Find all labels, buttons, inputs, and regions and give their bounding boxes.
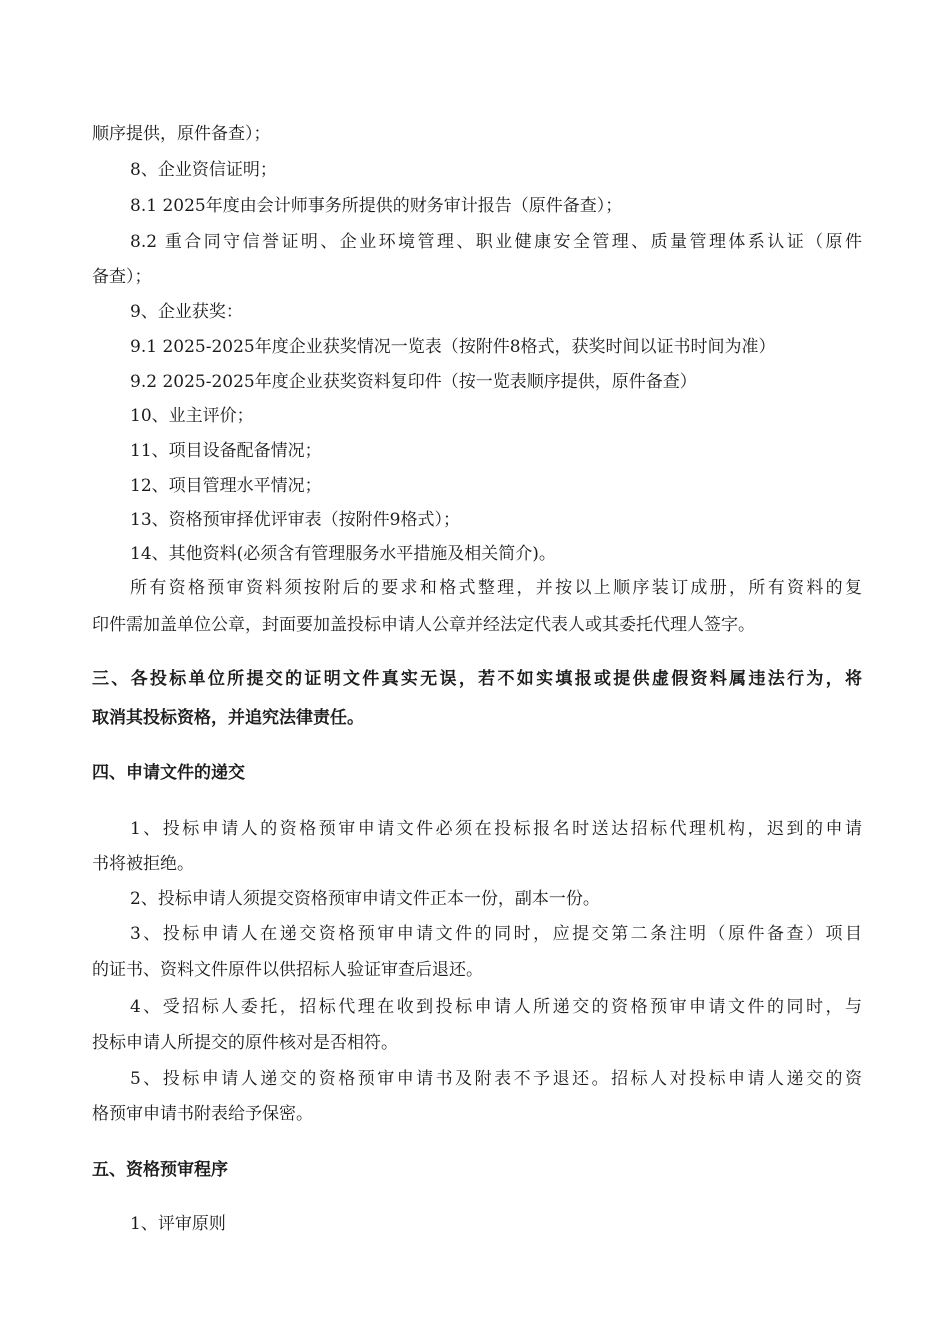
submission-item-1: 1、投标申请人的资格预审申请文件必须在投标报名时送达招标代理机构，迟到的申请 xyxy=(130,819,862,839)
list-item-9-1: 9.1 2025-2025年度企业获奖情况一览表（按附件8格式，获奖时间以证书时间为准） xyxy=(130,337,776,357)
submission-item-4: 4、受招标人委托，招标代理在收到投标申请人所递交的资格预审申请文件的同时，与 xyxy=(130,997,862,1017)
text-line: 备查）； xyxy=(92,267,152,287)
text-line: 投标申请人所提交的原件核对是否相符。 xyxy=(92,1033,398,1053)
list-item-14: 14、其他资料(必须含有管理服务水平措施及相关简介)。 xyxy=(130,544,556,564)
list-item-13: 13、资格预审择优评审表（按附件9格式）； xyxy=(130,510,460,530)
section-heading-3: 三、各投标单位所提交的证明文件真实无误，若不如实填报或提供虚假资料属违法行为，将 xyxy=(92,669,862,689)
submission-item-2: 2、投标申请人须提交资格预审申请文件正本一份，副本一份。 xyxy=(130,889,600,909)
submission-item-3: 3、投标申请人在递交资格预审申请文件的同时，应提交第二条注明（原件备查）项目 xyxy=(130,924,862,944)
text-line: 格预审申请书附表给予保密。 xyxy=(92,1104,313,1124)
text-line: 顺序提供，原件备查）； xyxy=(92,124,271,144)
list-item-9-2: 9.2 2025-2025年度企业获奖资料复印件（按一览表顺序提供，原件备查） xyxy=(130,372,697,392)
list-item-11: 11、项目设备配备情况； xyxy=(130,441,322,461)
submission-item-5: 5、投标申请人递交的资格预审申请书及附表不予退还。招标人对投标申请人递交的资 xyxy=(130,1069,862,1089)
procedure-item-1: 1、评审原则 xyxy=(130,1214,226,1234)
list-item-12: 12、项目管理水平情况； xyxy=(130,476,322,496)
paragraph-line: 所有资格预审资料须按附后的要求和格式整理，并按以上顺序装订成册，所有资料的复 xyxy=(130,578,862,598)
list-item-8-1: 8.1 2025年度由会计师事务所提供的财务审计报告（原件备查）； xyxy=(130,196,623,216)
text-line: 的证书、资料文件原件以供招标人验证审查后退还。 xyxy=(92,960,483,980)
paragraph-line: 印件需加盖单位公章，封面要加盖投标申请人公章并经法定代表人或其委托代理人签字。 xyxy=(92,615,755,635)
list-item-8-2: 8.2 重合同守信誉证明、企业环境管理、职业健康安全管理、质量管理体系认证（原件 xyxy=(130,232,862,252)
section-heading-5: 五、资格预审程序 xyxy=(92,1160,228,1180)
list-item-9: 9、企业获奖： xyxy=(130,302,243,322)
list-item-8: 8、企业资信证明； xyxy=(130,160,277,180)
text-line: 书将被拒绝。 xyxy=(92,854,194,874)
section-heading-4: 四、申请文件的递交 xyxy=(92,763,245,783)
list-item-10: 10、业主评价； xyxy=(130,406,254,426)
section-heading-3-cont: 取消其投标资格，并追究法律责任。 xyxy=(92,708,364,728)
